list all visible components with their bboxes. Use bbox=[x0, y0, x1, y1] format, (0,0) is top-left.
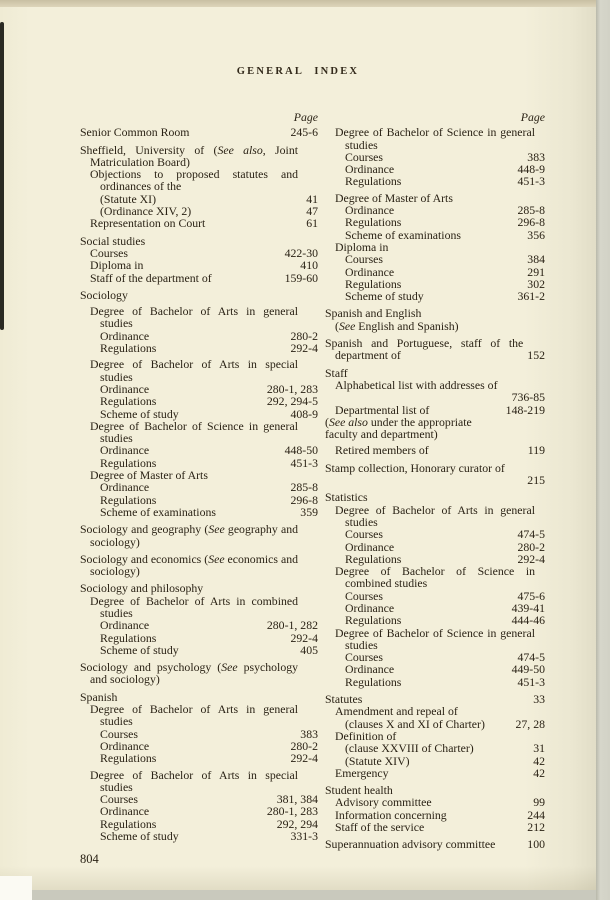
entry-text: Courses bbox=[345, 149, 384, 164]
entry-page-number: 280-2 bbox=[290, 738, 318, 753]
entry-page-number: 359 bbox=[300, 504, 318, 519]
index-entry bbox=[80, 358, 318, 383]
entry-text: Degree of Bachelor of Science in general studies bbox=[335, 125, 535, 152]
index-entry bbox=[325, 126, 545, 151]
entry-text: Regulations bbox=[345, 174, 402, 189]
entry-page-number: 285-8 bbox=[290, 480, 318, 495]
entry-page-number: 280-2 bbox=[517, 539, 545, 554]
entry-text: Degree of Bachelor of Science in general studies bbox=[90, 418, 298, 446]
index-entry bbox=[80, 481, 318, 493]
entry-text: Staff of the department of bbox=[90, 270, 212, 285]
entry-text: (See also under the appropriate faculty and department) bbox=[325, 414, 472, 442]
entry-page-number: 99 bbox=[533, 795, 545, 810]
entry-text: Retired members of bbox=[335, 443, 429, 458]
entry-text: Scheme of examinations bbox=[100, 504, 216, 519]
entry-text: Degree of Bachelor of Science in general studies bbox=[335, 625, 535, 652]
entry-page-number: 159-60 bbox=[284, 270, 318, 285]
entry-text: Courses bbox=[345, 527, 384, 542]
index-entry bbox=[80, 305, 318, 330]
entry-text: Spanish and English (See English and Spanish) bbox=[325, 306, 459, 333]
entry-page-number: 331-3 bbox=[290, 829, 318, 844]
entry-page-number: 451-3 bbox=[517, 174, 545, 189]
entry-text: Ordinance bbox=[100, 618, 150, 633]
entry-text: Sheffield, University of (See also, Joint Matriculation Board) bbox=[80, 142, 298, 169]
entry-text: Staff bbox=[325, 365, 348, 380]
entry-text: Social studies bbox=[80, 233, 146, 248]
entry-text: Amendment and repeal of bbox=[335, 704, 458, 719]
index-entry bbox=[325, 444, 545, 456]
index-entry bbox=[325, 175, 545, 187]
entry-page-number: 449-50 bbox=[511, 662, 545, 677]
index-column-left bbox=[80, 111, 318, 842]
entry-page-number: 42 bbox=[533, 765, 545, 780]
entry-text: Courses bbox=[100, 792, 139, 807]
entry-text: (Ordinance XIV, 2) bbox=[100, 204, 192, 219]
entry-page-number: 100 bbox=[527, 837, 545, 852]
index-entry bbox=[325, 821, 545, 833]
entry-text: Regulations bbox=[345, 276, 402, 291]
index-entry bbox=[325, 705, 545, 717]
entry-page-number: 736-85 bbox=[511, 390, 545, 405]
entry-text: Scheme of study bbox=[345, 289, 424, 304]
entry-text: Superannuation advisory committee bbox=[325, 837, 496, 852]
entry-text: Ordinance bbox=[100, 443, 150, 458]
entry-text: Degree of Master of Arts bbox=[90, 468, 208, 483]
index-entry bbox=[80, 342, 318, 354]
entry-page-number: 27, 28 bbox=[515, 716, 545, 731]
entry-page-number: 292, 294-5 bbox=[266, 394, 318, 409]
entry-text: Courses bbox=[345, 588, 384, 603]
index-entry bbox=[325, 541, 545, 553]
entry-text: Degree of Bachelor of Arts in general studies bbox=[90, 304, 298, 331]
entry-text: Departmental list of bbox=[335, 402, 430, 417]
index-entry bbox=[325, 796, 545, 808]
entry-text: Representation on Court bbox=[90, 216, 206, 231]
index-entry bbox=[80, 144, 318, 169]
index-entry bbox=[325, 266, 545, 278]
index-entry bbox=[80, 272, 318, 284]
entry-text: Ordinance bbox=[100, 480, 150, 495]
entry-page-number: 47 bbox=[306, 204, 318, 219]
index-entry bbox=[80, 408, 318, 420]
entry-text: Regulations bbox=[345, 674, 402, 689]
index-entry bbox=[80, 217, 318, 229]
entry-text: Staff of the service bbox=[335, 820, 425, 835]
index-entry bbox=[325, 663, 545, 675]
entry-text: Sociology and psychology (See psychology and sociology) bbox=[80, 660, 299, 687]
index-entry bbox=[80, 168, 318, 193]
entry-page-number: 280-1, 283 bbox=[266, 381, 318, 396]
index-entry bbox=[80, 582, 318, 594]
entry-text: Scheme of study bbox=[100, 829, 179, 844]
scan-left-edge-mark bbox=[0, 22, 4, 330]
entry-page-number: 292-4 bbox=[517, 551, 545, 566]
index-entry bbox=[325, 504, 545, 529]
entry-page-number: 451-3 bbox=[517, 674, 545, 689]
entry-page-number: 474-5 bbox=[517, 527, 545, 542]
entry-page-number: 448-50 bbox=[284, 443, 318, 458]
index-entry bbox=[325, 742, 545, 754]
entry-text: Regulations bbox=[100, 751, 157, 766]
entry-page-number: 215 bbox=[527, 473, 545, 488]
entry-text: Ordinance bbox=[100, 381, 150, 396]
index-entry bbox=[80, 395, 318, 407]
index-entry bbox=[325, 627, 545, 652]
scan-right-edge bbox=[596, 0, 610, 900]
index-entry bbox=[325, 676, 545, 688]
scan-top-edge bbox=[0, 0, 596, 7]
entry-page-number: 444-46 bbox=[511, 613, 545, 628]
index-entries bbox=[325, 126, 545, 850]
index-entry bbox=[325, 491, 545, 503]
index-entry bbox=[80, 703, 318, 728]
entry-text: Regulations bbox=[100, 630, 157, 645]
entry-text: Regulations bbox=[100, 394, 157, 409]
index-entry bbox=[325, 416, 545, 441]
entry-text: Degree of Bachelor of Arts in general studies bbox=[335, 502, 535, 529]
entry-text: Regulations bbox=[345, 613, 402, 628]
entry-page-number: 33 bbox=[533, 692, 545, 707]
entry-page-number: 245-6 bbox=[290, 125, 318, 140]
index-entry bbox=[325, 307, 545, 332]
index-entry bbox=[325, 253, 545, 265]
index-entries bbox=[80, 126, 318, 842]
index-entry bbox=[80, 595, 318, 620]
entry-text: Statistics bbox=[325, 490, 368, 505]
entry-text: Ordinance bbox=[345, 203, 395, 218]
entry-text: Ordinance bbox=[100, 328, 150, 343]
entry-text: Statutes bbox=[325, 692, 363, 707]
entry-page-number: 152 bbox=[527, 348, 545, 363]
entry-text: Ordinance bbox=[345, 662, 395, 677]
page-header: GENERAL INDEX bbox=[236, 66, 360, 77]
entry-text: Sociology and philosophy bbox=[80, 581, 204, 596]
entry-page-number: 408-9 bbox=[290, 406, 318, 421]
entry-page-number: 474-5 bbox=[517, 650, 545, 665]
entry-text: Scheme of study bbox=[100, 406, 179, 421]
entry-text: Alphabetical list with addresses of bbox=[335, 377, 498, 392]
index-column-right bbox=[325, 111, 545, 851]
entry-text: Degree of Bachelor of Arts in special studies bbox=[90, 767, 298, 794]
entry-text: Ordinance bbox=[345, 264, 395, 279]
page-column-label: Page bbox=[520, 110, 545, 124]
entry-page-number: 41 bbox=[306, 191, 318, 206]
entry-text: Ordinance bbox=[100, 804, 150, 819]
entry-text: Sociology bbox=[80, 287, 128, 302]
entry-text: Courses bbox=[345, 252, 384, 267]
entry-page-number: 292-4 bbox=[290, 341, 318, 356]
entry-text: Ordinance bbox=[345, 600, 395, 615]
entry-text: (Statute XI) bbox=[100, 191, 157, 206]
entry-text: Emergency bbox=[335, 765, 389, 780]
entry-text: Objections to proposed statutes and ordinances of the bbox=[90, 167, 298, 194]
entry-page-number: 356 bbox=[527, 227, 545, 242]
index-entry bbox=[80, 523, 318, 548]
index-entry bbox=[325, 337, 545, 362]
entry-text: Definition of bbox=[335, 728, 397, 743]
entry-page-number: 381, 384 bbox=[276, 792, 318, 807]
entry-page-number: 448-9 bbox=[517, 162, 545, 177]
entry-page-number: 410 bbox=[300, 258, 318, 273]
index-entry bbox=[80, 126, 318, 138]
index-entry bbox=[80, 661, 318, 686]
entry-text: Regulations bbox=[100, 341, 157, 356]
index-entry bbox=[325, 528, 545, 540]
index-entry bbox=[325, 755, 545, 767]
entry-text: Diploma in bbox=[90, 258, 144, 273]
entry-text: Regulations bbox=[345, 215, 402, 230]
entry-text: Degree of Bachelor of Science in combined studies bbox=[335, 564, 535, 591]
entry-text: Advisory committee bbox=[335, 795, 432, 810]
entry-page-number: 383 bbox=[300, 726, 318, 741]
entry-page-number: 212 bbox=[527, 820, 545, 835]
entry-text: Sociology and geography (See geography and sociology) bbox=[80, 522, 298, 549]
index-entry bbox=[325, 290, 545, 302]
entry-text: Degree of Bachelor of Arts in general studies bbox=[90, 702, 298, 729]
index-entry bbox=[80, 420, 318, 445]
entry-page-number: 296-8 bbox=[290, 492, 318, 507]
entry-text: Scheme of examinations bbox=[345, 227, 461, 242]
entry-page-number: 244 bbox=[527, 807, 545, 822]
entry-text: Spanish bbox=[80, 689, 118, 704]
index-entry bbox=[80, 644, 318, 656]
entry-page-number: 302 bbox=[527, 276, 545, 291]
entry-page-number: 292, 294 bbox=[276, 816, 318, 831]
index-entry bbox=[80, 553, 318, 578]
entry-page-number: 31 bbox=[533, 741, 545, 756]
scan-bottom-shade bbox=[0, 866, 596, 890]
entry-text: Courses bbox=[90, 245, 129, 260]
entry-text: (clauses X and XI of Charter) bbox=[345, 716, 485, 731]
entry-page-number: 405 bbox=[300, 642, 318, 657]
entry-page-number: 439-41 bbox=[511, 600, 545, 615]
entry-page-number: 148-219 bbox=[505, 402, 545, 417]
entry-text: (clause XXVIII of Charter) bbox=[345, 741, 474, 756]
entry-page-number: 475-6 bbox=[517, 588, 545, 603]
index-entry bbox=[80, 769, 318, 794]
entry-text: Regulations bbox=[345, 551, 402, 566]
index-entry bbox=[80, 830, 318, 842]
index-entry bbox=[325, 462, 545, 474]
entry-text: Senior Common Room bbox=[80, 125, 190, 140]
index-entry bbox=[80, 444, 318, 456]
index-entry bbox=[80, 752, 318, 764]
entry-page-number: 119 bbox=[527, 443, 545, 458]
entry-text: Ordinance bbox=[345, 539, 395, 554]
entry-text: Ordinance bbox=[100, 738, 150, 753]
entry-page-number: 42 bbox=[533, 753, 545, 768]
entry-text: Spanish and Portuguese, staff of the department of bbox=[325, 336, 524, 363]
entry-page-number: 422-30 bbox=[284, 245, 318, 260]
index-entry bbox=[80, 619, 318, 631]
entry-page-number: 291 bbox=[527, 264, 545, 279]
entry-text: Regulations bbox=[100, 492, 157, 507]
entry-page-number: 292-4 bbox=[290, 630, 318, 645]
index-entry bbox=[80, 259, 318, 271]
index-entry bbox=[325, 767, 545, 779]
index-entry bbox=[325, 216, 545, 228]
book-page bbox=[0, 7, 596, 890]
entry-text: Degree of Master of Arts bbox=[335, 190, 453, 205]
entry-page-number: 383 bbox=[527, 149, 545, 164]
entry-page-number: 361-2 bbox=[517, 289, 545, 304]
index-entry bbox=[325, 565, 545, 590]
entry-page-number: 280-1, 283 bbox=[266, 804, 318, 819]
entry-page-number: 280-2 bbox=[290, 328, 318, 343]
index-entry bbox=[325, 614, 545, 626]
index-entry bbox=[80, 506, 318, 518]
entry-page-number: 384 bbox=[527, 252, 545, 267]
page-number: 804 bbox=[80, 852, 99, 866]
index-entry bbox=[80, 805, 318, 817]
entry-text: Information concerning bbox=[335, 807, 447, 822]
entry-page-number: 285-8 bbox=[517, 203, 545, 218]
entry-text: Diploma in bbox=[335, 239, 389, 254]
entry-text: Regulations bbox=[100, 455, 157, 470]
entry-text: Courses bbox=[345, 650, 384, 665]
entry-text: Stamp collection, Honorary curator of bbox=[325, 460, 505, 475]
index-entry bbox=[325, 838, 545, 850]
scan-corner-patch bbox=[0, 876, 32, 900]
entry-page-number: 280-1, 282 bbox=[266, 618, 318, 633]
entry-text: Sociology and economics (See economics and sociology) bbox=[80, 551, 298, 579]
entry-text: Degree of Bachelor of Arts in combined studies bbox=[90, 593, 298, 620]
entry-text: Regulations bbox=[100, 816, 157, 831]
entry-text: Ordinance bbox=[345, 162, 395, 177]
entry-text: Scheme of study bbox=[100, 642, 179, 657]
page-column-label: Page bbox=[293, 110, 318, 124]
entry-text: (Statute XIV) bbox=[345, 753, 410, 768]
entry-text: Courses bbox=[100, 726, 139, 741]
entry-text: Student health bbox=[325, 783, 393, 798]
entry-page-number: 296-8 bbox=[517, 215, 545, 230]
entry-page-number: 61 bbox=[306, 216, 318, 231]
index-entry bbox=[80, 289, 318, 301]
entry-text: Degree of Bachelor of Arts in special studies bbox=[90, 357, 298, 384]
entry-page-number: 451-3 bbox=[290, 455, 318, 470]
entry-page-number: 292-4 bbox=[290, 751, 318, 766]
